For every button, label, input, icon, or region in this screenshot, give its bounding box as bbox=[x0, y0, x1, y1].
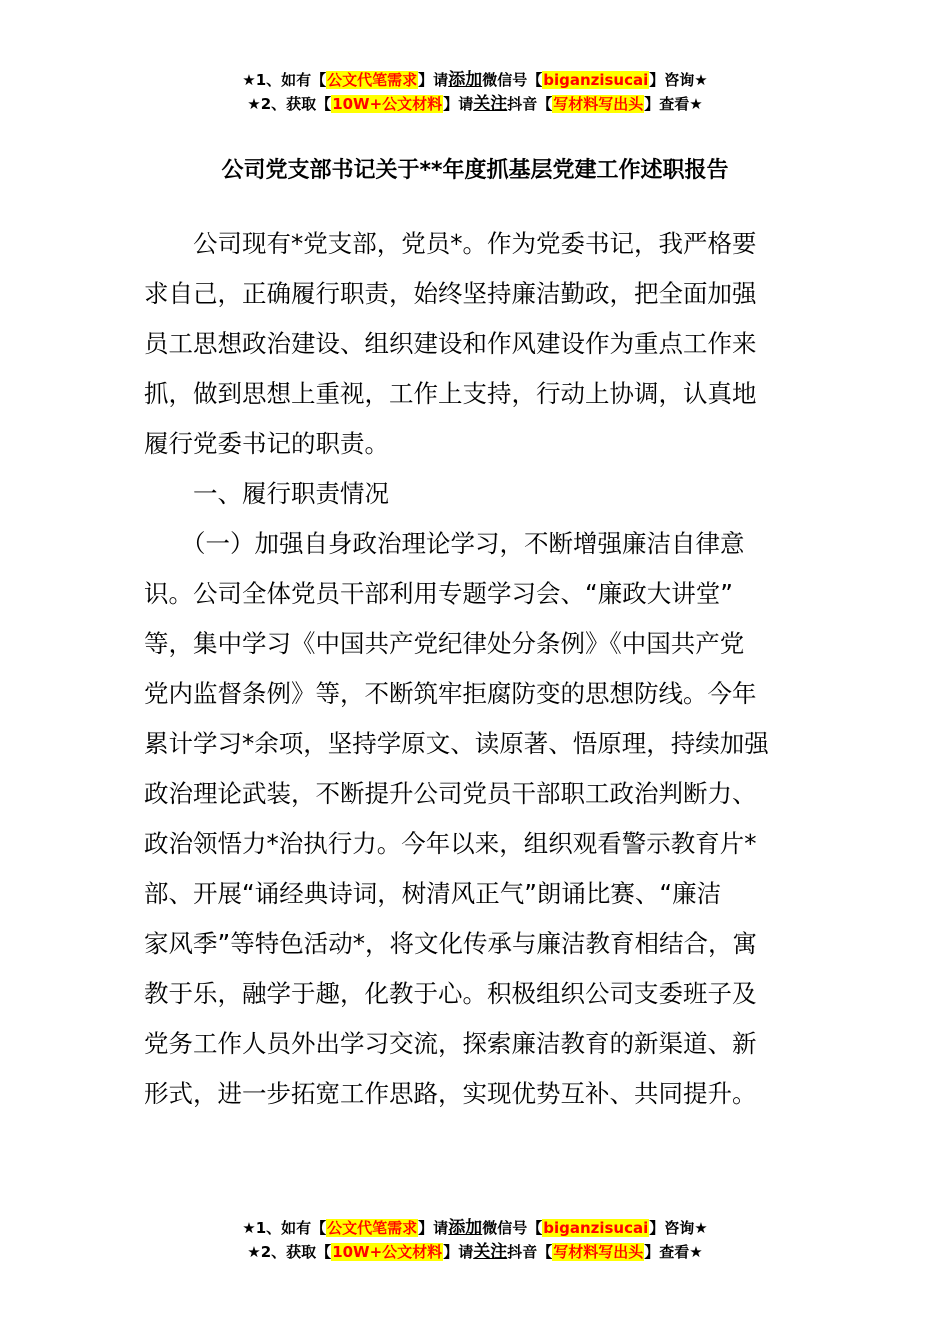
body-line: 累计学习*余项，坚持学原文、读原著、悟原理，持续加强 bbox=[144, 729, 769, 758]
banner-text: ★1、如有【 bbox=[242, 1219, 327, 1237]
banner-text: 】请 bbox=[418, 1219, 449, 1237]
body-line: 家风季”等特色活动*，将文化传承与廉洁教育相结合，寓 bbox=[144, 929, 757, 958]
banner-text: 微信号【 bbox=[482, 1219, 543, 1237]
section-heading: 一、履行职责情况 bbox=[193, 479, 389, 508]
banner-line-1 bbox=[0, 68, 950, 92]
banner-highlight: 公文代笔需求 bbox=[327, 1219, 418, 1237]
body-line: 等，集中学习《中国共产党纪律处分条例》《中国共产党 bbox=[144, 629, 745, 658]
banner-text: 】请 bbox=[418, 71, 449, 89]
body-line: 履行党委书记的职责。 bbox=[144, 429, 389, 458]
banner-underlined: 添加 bbox=[448, 70, 483, 90]
banner-underlined: 关注 bbox=[473, 94, 508, 114]
banner-text: 】咨询★ bbox=[649, 71, 708, 89]
banner-line-2 bbox=[0, 92, 950, 116]
banner-text: 】请 bbox=[443, 1243, 474, 1261]
document-title: 公司党支部书记关于**年度抓基层党建工作述职报告 bbox=[221, 158, 729, 183]
body-line: 部、开展“诵经典诗词，树清风正气”朗诵比赛、“廉洁 bbox=[144, 879, 722, 908]
banner-text: 微信号【 bbox=[482, 71, 543, 89]
body-line: 教于乐，融学于趣，化教于心。积极组织公司支委班子及 bbox=[144, 979, 757, 1008]
banner-text: 抖音【 bbox=[507, 95, 553, 113]
body-line: （一）加强自身政治理论学习，不断增强廉洁自律意 bbox=[181, 529, 745, 558]
banner-underlined: 关注 bbox=[473, 1242, 508, 1262]
banner-highlight: 10W+公文材料 bbox=[332, 95, 443, 113]
header-banner bbox=[0, 68, 950, 116]
banner-text: 抖音【 bbox=[507, 1243, 553, 1261]
banner-underlined: 添加 bbox=[448, 1218, 483, 1238]
banner-text: 】咨询★ bbox=[649, 1219, 708, 1237]
body-line: 求自己，正确履行职责，始终坚持廉洁勤政，把全面加强 bbox=[144, 279, 757, 308]
banner-highlight: 写材料写出头 bbox=[553, 1243, 644, 1261]
body-line: 形式，进一步拓宽工作思路，实现优势互补、共同提升。 bbox=[144, 1079, 757, 1108]
body-line: 员工思想政治建设、组织建设和作风建设作为重点工作来 bbox=[144, 329, 757, 358]
banner-highlight: biganzisucai bbox=[543, 1219, 649, 1237]
body-line: 政治领悟力*治执行力。今年以来，组织观看警示教育片* bbox=[144, 829, 757, 858]
body-line: 抓，做到思想上重视，工作上支持，行动上协调，认真地 bbox=[144, 379, 757, 408]
banner-highlight: 公文代笔需求 bbox=[327, 71, 418, 89]
banner-line-2 bbox=[0, 1240, 950, 1264]
banner-text: 】查看★ bbox=[644, 95, 703, 113]
banner-text: ★1、如有【 bbox=[242, 71, 327, 89]
banner-text: ★2、获取【 bbox=[247, 95, 332, 113]
body-line: 公司现有*党支部，党员*。作为党委书记，我严格要 bbox=[193, 229, 757, 258]
banner-highlight: 写材料写出头 bbox=[553, 95, 644, 113]
banner-text: ★2、获取【 bbox=[247, 1243, 332, 1261]
banner-line-1 bbox=[0, 1216, 950, 1240]
body-line: 党内监督条例》等，不断筑牢拒腐防变的思想防线。今年 bbox=[144, 679, 757, 708]
banner-highlight: 10W+公文材料 bbox=[332, 1243, 443, 1261]
banner-text: 】请 bbox=[443, 95, 474, 113]
footer-banner bbox=[0, 1216, 950, 1264]
banner-text: 】查看★ bbox=[644, 1243, 703, 1261]
banner-highlight: biganzisucai bbox=[543, 71, 649, 89]
body-line: 政治理论武装，不断提升公司党员干部职工政治判断力、 bbox=[144, 779, 757, 808]
body-line: 党务工作人员外出学习交流，探索廉洁教育的新渠道、新 bbox=[144, 1029, 757, 1058]
body-line: 识。公司全体党员干部利用专题学习会、“廉政大讲堂” bbox=[144, 579, 733, 608]
